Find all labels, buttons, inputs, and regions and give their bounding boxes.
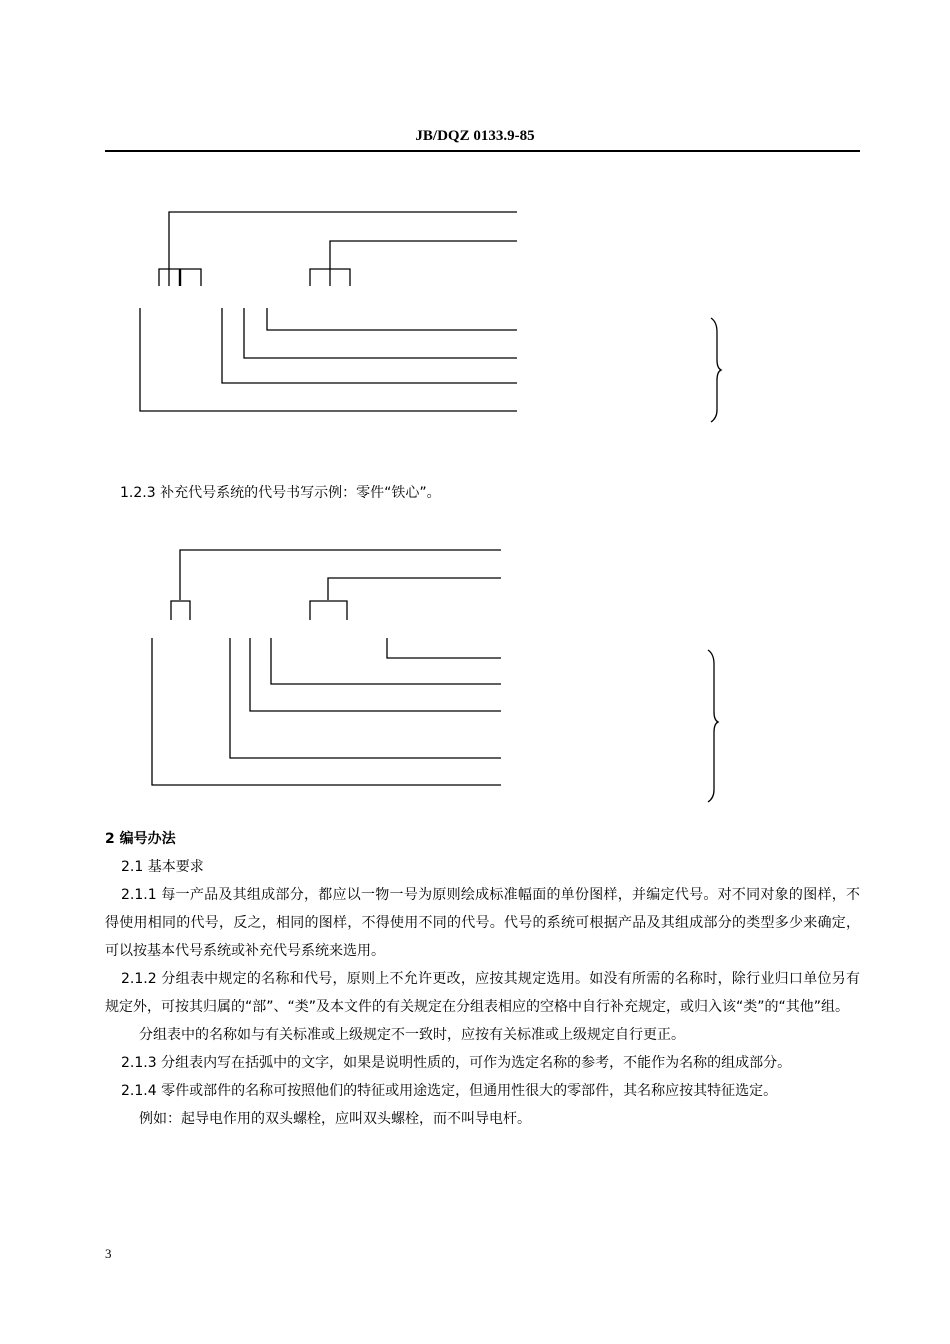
document-code: JB/DQZ 0133.9-85: [415, 128, 535, 144]
d1-line-low-4: [140, 308, 517, 411]
d2-line-low-3: [250, 638, 501, 711]
d1-line-top-1: [169, 212, 517, 286]
paragraph-2-1-1: 2.1.1 每一产品及其组成部分，都应以一物一号为原则绘成标准幅面的单份图样，并编定代号。对不同对象的图样，不得使用相同的代号，反之，相同的图样，不得使用不同的代号。代号的系统可根据产品及其组成部分的类型多少来确定，可以按基本代号系统或补充代号系统来选用。: [105, 887, 860, 959]
d1-line-low-2: [244, 308, 517, 358]
d1-line-top-2: [330, 241, 517, 286]
d2-line-top-1: [180, 550, 501, 600]
d2-line-low-2: [271, 638, 501, 684]
d1-line-low-3: [222, 308, 517, 383]
d2-box-left: [171, 601, 190, 620]
page-number: 3: [105, 1246, 112, 1261]
d2-curly-brace: [708, 650, 718, 802]
d1-curly-brace: [711, 318, 721, 422]
section-2-heading: 2 编号办法: [105, 831, 176, 847]
example-paragraph: 例如：起导电作用的双头螺栓，应叫双头螺栓，而不叫导电杆。: [139, 1111, 531, 1127]
code-diagram-2: [0, 540, 950, 810]
section-1-2-3-caption: 1.2.3 补充代号系统的代号书写示例：零件“铁心”。: [120, 485, 441, 501]
d2-line-low-1: [387, 638, 501, 658]
d2-line-top-2: [328, 578, 501, 600]
paragraph-2-1-4: 2.1.4 零件或部件的名称可按照他们的特征或用途选定，但通用性很大的零部件，其名称应按其特征选定。: [121, 1083, 778, 1099]
d1-line-low-1: [267, 308, 517, 330]
section-2-body: [105, 825, 860, 1133]
paragraph-2-1-3: 2.1.3 分组表内写在括弧中的文字，如果是说明性质的，可作为选定名称的参考，不能作为名称的组成部分。: [121, 1055, 792, 1071]
code-diagram-1: [0, 200, 950, 430]
d2-box-right: [310, 601, 347, 620]
subsection-2-1-heading: 2.1 基本要求: [121, 859, 204, 875]
paragraph-2-1-2-note: 分组表中的名称如与有关标准或上级规定不一致时，应按有关标准或上级规定自行更正。: [139, 1027, 685, 1043]
paragraph-2-1-2: 2.1.2 分组表中规定的名称和代号，原则上不允许更改，应按其规定选用。如没有所需的名称时，除行业归口单位另有规定外，可按其归属的“部”、“类”及本文件的有关规定在分组表相应的空格中自行补充规定，或归入该“类”的“其他”组。: [105, 971, 860, 1015]
header-rule: [105, 150, 860, 152]
